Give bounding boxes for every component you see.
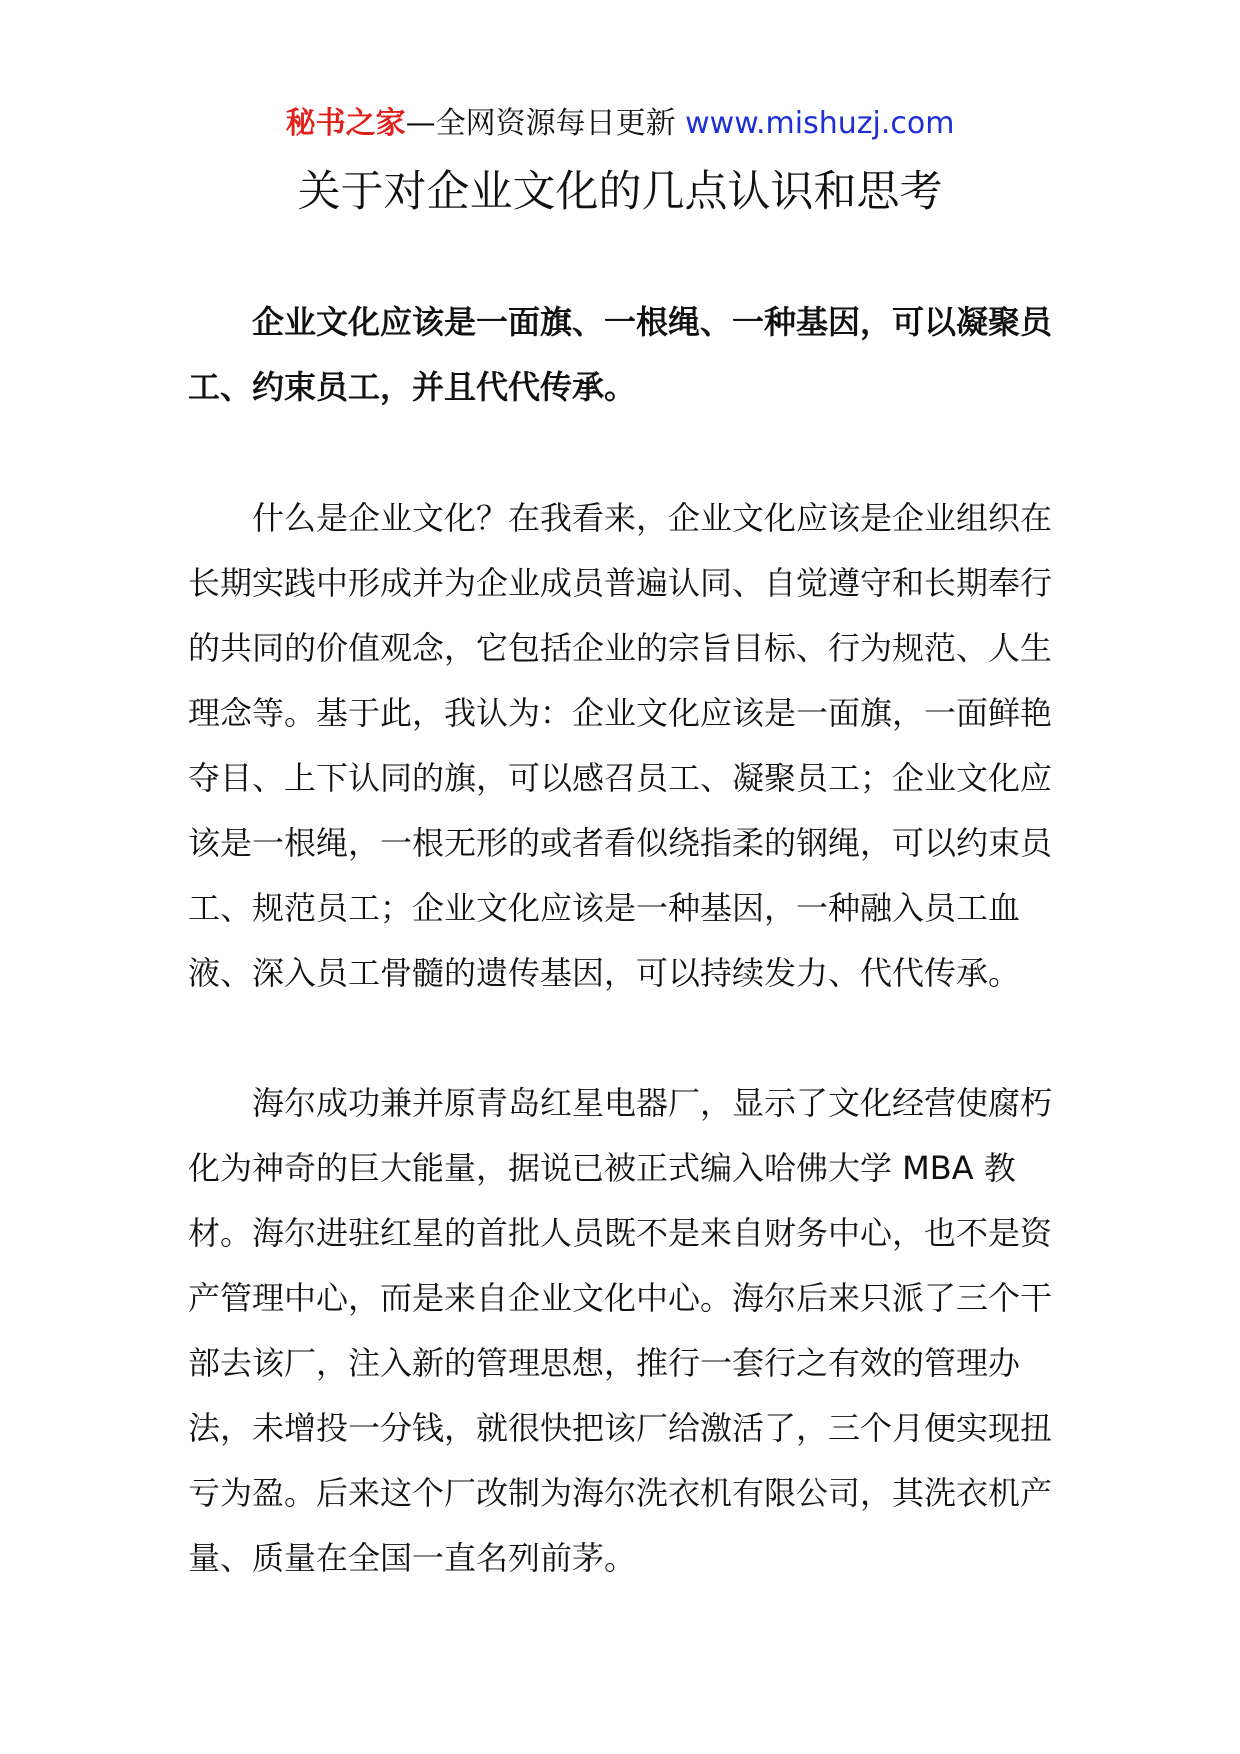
site-url-link[interactable]: www.mishuzj.com bbox=[685, 106, 955, 141]
document-title: 关于对企业文化的几点认识和思考 bbox=[297, 167, 943, 217]
site-brand: 秘书之家 bbox=[285, 106, 406, 141]
body-paragraph-2: 海尔成功兼并原青岛红星电器厂，显示了文化经营使腐朽化为神奇的巨大能量，据说已被正式编入哈佛大学 MBA 教材。海尔进驻红星的首批人员既不是来自财务中心，也不是资产管理中心，而是来自企业文化中心。海尔后来只派了三个干部去该厂，注入新的管理思想，推行一套行之有效的管理办法，未增投一分钱，就很快把该厂给激活了，三个月便实现扭亏为盈。后来这个厂改制为海尔洗衣机有限公司，其洗衣机产量、质量在全国一直名列前茅。 bbox=[188, 1084, 1053, 1577]
body-paragraph-1: 什么是企业文化？在我看来，企业文化应该是企业组织在长期实践中形成并为企业成员普遍认同、自觉遵守和长期奉行的共同的价值观念，它包括企业的宗旨目标、行为规范、人生理念等。基于此，我认为：企业文化应该是一面旗，一面鲜艳夺目、上下认同的旗，可以感召员工、凝聚员工；企业文化应该是一根绳，一根无形的或者看似绕指柔的钢绳，可以约束员工、规范员工；企业文化应该是一种基因，一种融入员工血液、深入员工骨髓的遗传基因，可以持续发力、代代传承。 bbox=[188, 499, 1053, 992]
site-header bbox=[0, 102, 1240, 146]
lead-paragraph: 企业文化应该是一面旗、一根绳、一种基因，可以凝聚员工、约束员工，并且代代传承。 bbox=[188, 303, 1053, 406]
site-slogan: —全网资源每日更新 bbox=[405, 106, 686, 141]
